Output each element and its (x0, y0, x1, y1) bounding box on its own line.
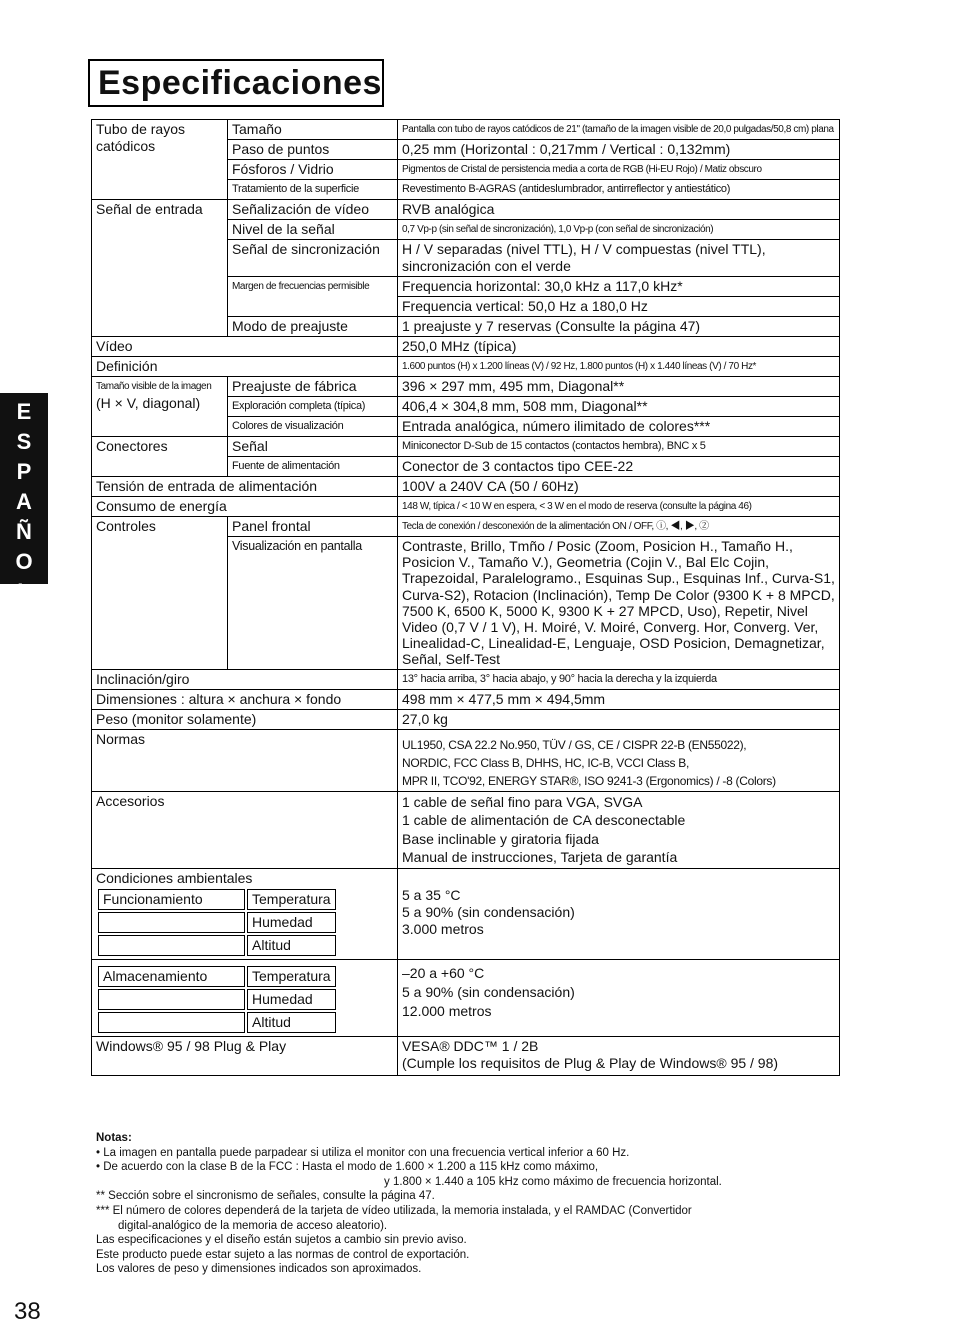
side-tab-letter: P (16, 459, 32, 484)
env-value: 5 a 35 °C (402, 886, 461, 903)
image-size-label-2: (H × V, diagonal) (96, 395, 201, 411)
table-row (92, 477, 840, 497)
image-size-sub: Exploración completa (típica) (228, 397, 398, 417)
controls-value: Contraste, Brillo, Tmño / Posic (Zoom, Posicion H., Tamaño H., Posicion V., Tamaño V.), Geometria (Cojin V., Bal Elc Cojin, Trapezoidal, Paralelogramo., Esquinas Sup., Esquinas Inf., Curva-S1, Curva-S2), Rotacion (Inclinación), Temp De Color (9300 K + 8 MPCD, 7500 K, 6500 K, 5000 K, 9300 K + 27 MPCD, Uso), Repetir, Nivel Video (0,7 V / 1 V), H. Moiré, V. Moiré, Converg. Hor, Converg. Ver, Linealidad-C, Linealidad-E, Lenguaje, OSD Posicion, Demagnetizar, Señal, Self-Test (398, 537, 840, 670)
crt-value: Pigmentos de Cristal de persistencia media a corta de RGB (Hi-EU Rojo) / Matiz obscuro (398, 160, 840, 180)
signal-sub: Señal de sincronización (228, 240, 398, 277)
standards-line: MPR II, TCO'92, ENERGY STAR®, ISO 9241-3 (Ergonomics) / -8 (Colors) (402, 773, 776, 788)
signal-sub: Nivel de la señal (228, 220, 398, 240)
connectors-value: Miniconector D-Sub de 15 contactos (contactos hembra), BNC x 5 (398, 437, 840, 457)
notes-section (96, 1131, 836, 1277)
side-tab-letter: E (16, 399, 32, 424)
image-size-value: Entrada analógica, número ilimitado de colores*** (398, 417, 840, 437)
controls-sub: Panel frontal (228, 517, 398, 537)
environment-cell (92, 868, 398, 959)
side-tab-letter: O (15, 549, 33, 574)
signal-value: RVB analógica (398, 200, 840, 220)
note-line: Este producto puede estar sujeto a las normas de control de exportación. (96, 1248, 470, 1261)
voltage-value: 100V a 240V CA (50 / 60Hz) (398, 477, 840, 497)
power-value: 148 W, típica / < 10 W en espera, < 3 W en el modo de reserva (consulte la página 46) (398, 497, 840, 517)
note-line: digital-analógico de la memoria de acceso aleatorio). (118, 1219, 388, 1232)
table-row (92, 437, 840, 457)
crt-sub: Tamaño (228, 120, 398, 140)
table-row (92, 357, 840, 377)
table-row (92, 791, 840, 868)
environment-label: Condiciones ambientales (96, 869, 253, 886)
controls-sub: Visualización en pantalla (228, 537, 398, 670)
plugplay-line: VESA® DDC™ 1 / 2B (402, 1037, 539, 1054)
weight-label: Peso (monitor solamente) (92, 709, 398, 729)
signal-value: 1 preajuste y 7 reservas (Consulte la página 47) (398, 317, 840, 337)
note-line: ** Sección sobre el sincronismo de señales, consulte la página 47. (96, 1190, 435, 1203)
crt-sub: Tratamiento de la superficie (228, 180, 398, 200)
signal-value: Frequencia horizontal: 30,0 kHz a 117,0 kHz* (398, 277, 840, 297)
storage-subtable (96, 964, 338, 1035)
plugplay-line: (Cumple los requisitos de Plug & Play de Windows® 95 / 98) (402, 1054, 779, 1071)
env-item: Humedad (247, 989, 336, 1010)
language-side-tab (0, 393, 48, 604)
accessories-line: 1 cable de alimentación de CA desconectable (402, 812, 686, 829)
table-row (92, 120, 840, 140)
table-row (92, 337, 840, 357)
note-line: *** El número de colores dependerá de la tarjeta de vídeo utilizada, la memoria instalada, y el RAMDAC (Convertidor (96, 1204, 692, 1217)
image-size-sub: Colores de visualización (228, 417, 398, 437)
image-size-sub: Preajuste de fábrica (228, 377, 398, 397)
note-line: Los valores de peso y dimensiones indicados son aproximados. (96, 1263, 422, 1276)
notes-heading: Notas: (96, 1132, 132, 1144)
crt-sub: Paso de puntos (228, 140, 398, 160)
operation-values (398, 868, 840, 959)
tilt-value: 13° hacia arriba, 3° hacia abajo, y 90° hacia la derecha y la izquierda (398, 669, 840, 689)
operation-label: Funcionamiento (98, 889, 245, 910)
table-row (92, 497, 840, 517)
crt-value: Pantalla con tubo de rayos catódicos de 21" (tamaño de la imagen visible de 20,0 pulgadas/50,8 cm) plana (398, 120, 840, 140)
table-row (92, 377, 840, 397)
video-label: Vídeo (92, 337, 398, 357)
connectors-sub: Señal (228, 437, 398, 457)
env-value: –20 a +60 °C (402, 964, 485, 981)
definition-label: Definición (92, 357, 398, 377)
crt-value: Revestimento B-AGRAS (antideslumbrador, antirreflector y antiestático) (398, 180, 840, 200)
storage-values (398, 959, 840, 1036)
table-row (92, 709, 840, 729)
crt-sub: Fósforos / Vidrio (228, 160, 398, 180)
signal-value: Frequencia vertical: 50,0 Hz a 180,0 Hz (398, 297, 840, 317)
table-row (92, 1036, 840, 1075)
controls-value: Tecla de conexión / desconexión de la alimentación ON / OFF, ⓘ, ◀, ▶, ② (398, 517, 840, 537)
voltage-label: Tensión de entrada de alimentación (92, 477, 398, 497)
env-item: Altitud (247, 935, 336, 956)
env-item: Temperatura (247, 889, 336, 910)
image-size-value: 396 × 297 mm, 495 mm, Diagonal** (398, 377, 840, 397)
env-item: Humedad (247, 912, 336, 933)
signal-sub: Margen de frecuencias permisible (228, 277, 398, 317)
dimensions-value: 498 mm × 477,5 mm × 494,5mm (398, 689, 840, 709)
accessories-line: Base inclinable y giratoria fijada (402, 830, 599, 847)
side-tab-letter: S (16, 429, 32, 454)
env-item: Temperatura (247, 966, 336, 987)
connectors-value: Conector de 3 contactos tipo CEE-22 (398, 457, 840, 477)
env-value: 3.000 metros (402, 920, 484, 937)
controls-label: Controles (92, 517, 228, 670)
signal-sub: Señalización de vídeo (228, 200, 398, 220)
weight-value: 27,0 kg (398, 709, 840, 729)
crt-label: Tubo de rayos catódicos (92, 120, 228, 200)
note-line: • La imagen en pantalla puede parpadear si utiliza el monitor con una frecuencia vertical inferior a 60 Hz. (96, 1146, 630, 1159)
storage-label: Almacenamiento (98, 966, 245, 987)
table-row (92, 729, 840, 791)
accessories-line: Manual de instrucciones, Tarjeta de garantía (402, 849, 678, 866)
signal-value: 0,7 Vp-p (sin señal de sincronización), 1,0 Vp-p (con señal de sincronización) (398, 220, 840, 240)
operation-subtable (96, 887, 338, 958)
power-label: Consumo de energía (92, 497, 398, 517)
connectors-label: Conectores (92, 437, 228, 477)
env-value: 5 a 90% (sin condensación) (402, 983, 575, 1000)
signal-sub: Modo de preajuste (228, 317, 398, 337)
page-title: Especificaciones (98, 64, 382, 102)
standards-label: Normas (92, 729, 398, 791)
page-number: 38 (14, 1298, 41, 1325)
crt-value: 0,25 mm (Horizontal : 0,217mm / Vertical : 0,132mm) (398, 140, 840, 160)
env-item: Altitud (247, 1012, 336, 1033)
side-tab-letter: L (17, 579, 31, 604)
table-row (92, 200, 840, 220)
storage-cell (92, 959, 398, 1036)
env-value: 12.000 metros (402, 1002, 492, 1019)
definition-value: 1.600 puntos (H) x 1.200 líneas (V) / 92 Hz, 1.800 puntos (H) x 1.440 líneas (V) / 70 Hz* (398, 357, 840, 377)
image-size-value: 406,4 × 304,8 mm, 508 mm, Diagonal** (398, 397, 840, 417)
note-line: y 1.800 × 1.440 a 105 kHz como máximo de frecuencia horizontal. (384, 1175, 722, 1188)
note-line: Las especificaciones y el diseño están sujetos a cambio sin previo aviso. (96, 1234, 467, 1247)
note-line: • De acuerdo con la clase B de la FCC : Hasta el modo de 1.600 × 1.200 a 115 kHz como máximo, (96, 1161, 599, 1174)
accessories-line: 1 cable de señal fino para VGA, SVGA (402, 793, 643, 810)
table-row (92, 669, 840, 689)
video-value: 250,0 MHz (típica) (398, 337, 840, 357)
tilt-label: Inclinación/giro (92, 669, 398, 689)
table-row (92, 517, 840, 537)
image-size-label-1: Tamaño visible de la imagen (96, 381, 212, 392)
standards-value (398, 729, 840, 791)
signal-value: H / V separadas (nivel TTL), H / V compuestas (nivel TTL), sincronización con el verde (398, 240, 840, 277)
accessories-value (398, 791, 840, 868)
plugplay-label: Windows® 95 / 98 Plug & Play (92, 1036, 398, 1075)
plugplay-value (398, 1036, 840, 1075)
env-value: 5 a 90% (sin condensación) (402, 903, 575, 920)
page-title-box (88, 59, 384, 107)
signal-label: Señal de entrada (92, 200, 228, 337)
accessories-label: Accesorios (92, 791, 398, 868)
side-tab-letter: Ñ (16, 519, 32, 544)
table-row (92, 689, 840, 709)
dimensions-label: Dimensiones : altura × anchura × fondo (92, 689, 398, 709)
standards-line: NORDIC, FCC Class B, DHHS, HC, IC-B, VCCI Class B, (402, 755, 690, 770)
table-row (92, 959, 840, 1036)
standards-line: UL1950, CSA 22.2 No.950, TÜV / GS, CE / CISPR 22-B (EN55022), (402, 737, 747, 752)
table-row (92, 868, 840, 959)
specifications-table (91, 119, 840, 1076)
connectors-sub: Fuente de alimentación (228, 457, 398, 477)
side-tab-letter: A (16, 489, 32, 514)
image-size-label (92, 377, 228, 437)
